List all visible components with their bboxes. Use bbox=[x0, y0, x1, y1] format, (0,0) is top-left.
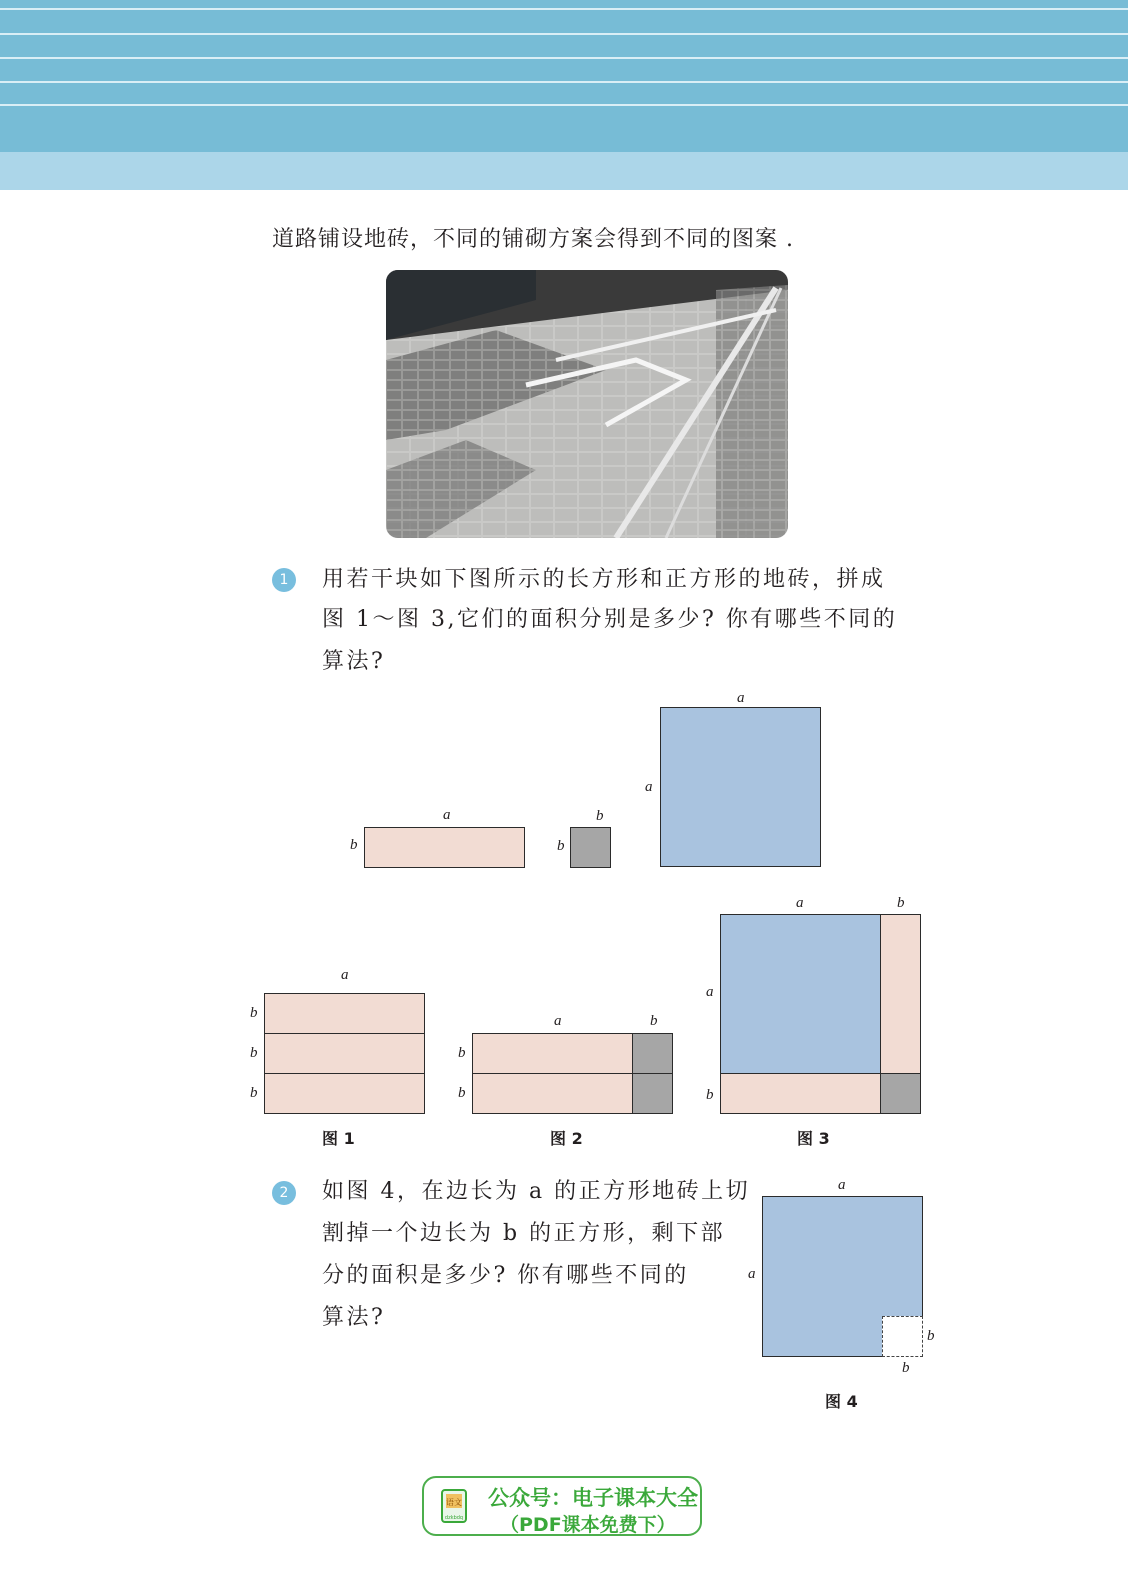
label-a: a bbox=[554, 1013, 562, 1029]
label-a: a bbox=[443, 807, 451, 823]
fig1-tile-1 bbox=[264, 993, 425, 1034]
header-line bbox=[0, 57, 1128, 59]
label-b: b bbox=[650, 1013, 658, 1029]
label-b: b bbox=[350, 837, 358, 853]
label-b: b bbox=[897, 895, 905, 911]
question-2-number: 2 bbox=[272, 1181, 296, 1205]
label-b: b bbox=[458, 1045, 466, 1061]
header-line bbox=[0, 81, 1128, 83]
fig1-tile-2 bbox=[264, 1033, 425, 1074]
label-a: a bbox=[737, 690, 745, 706]
figure-1-caption: 图 1 bbox=[322, 1129, 355, 1148]
question-2-line-3: 分的面积是多少? 你有哪些不同的 bbox=[322, 1263, 689, 1288]
pavement-photo bbox=[386, 270, 788, 538]
figure-2-caption: 图 2 bbox=[550, 1129, 583, 1148]
fig4-cut-square bbox=[882, 1316, 923, 1357]
footer-badge bbox=[422, 1476, 702, 1536]
label-a: a bbox=[838, 1177, 846, 1193]
fig1-tile-3 bbox=[264, 1073, 425, 1114]
label-b: b bbox=[927, 1328, 935, 1344]
label-a: a bbox=[341, 967, 349, 983]
header-band bbox=[0, 0, 1128, 152]
header-strip bbox=[0, 152, 1128, 190]
label-b: b bbox=[250, 1085, 258, 1101]
figure-3-caption: 图 3 bbox=[797, 1129, 830, 1148]
footer-line-2: （PDF课本免费下） bbox=[500, 1514, 676, 1536]
small-square-tile-sample bbox=[570, 827, 611, 868]
header-line bbox=[0, 33, 1128, 35]
figure-4-caption: 图 4 bbox=[825, 1392, 858, 1411]
fig3-vertical-rect bbox=[880, 914, 921, 1074]
header-line bbox=[0, 8, 1128, 10]
book-icon-text: 语文 bbox=[446, 1498, 462, 1507]
book-icon bbox=[438, 1486, 470, 1528]
label-b: b bbox=[706, 1087, 714, 1103]
fig2-square-tile-2 bbox=[632, 1073, 673, 1114]
question-2-line-1: 如图 4，在边长为 a 的正方形地砖上切 bbox=[322, 1179, 751, 1204]
question-1-line-3: 算法? bbox=[322, 649, 386, 674]
label-b: b bbox=[250, 1005, 258, 1021]
label-b: b bbox=[902, 1360, 910, 1376]
fig3-small-square bbox=[880, 1073, 921, 1114]
label-b: b bbox=[596, 808, 604, 824]
question-2-line-4: 算法? bbox=[322, 1305, 386, 1330]
fig2-rect-tile-1 bbox=[472, 1033, 633, 1074]
question-1-line-2: 图 1～图 3,它们的面积分别是多少? 你有哪些不同的 bbox=[322, 607, 898, 632]
label-a: a bbox=[706, 984, 714, 1000]
intro-text: 道路铺设地砖，不同的铺砌方案会得到不同的图案 . bbox=[272, 227, 794, 252]
fig3-horizontal-rect bbox=[720, 1073, 881, 1114]
question-2-line-2: 割掉一个边长为 b 的正方形，剩下部 bbox=[322, 1221, 726, 1246]
question-1-number: 1 bbox=[272, 568, 296, 592]
label-a: a bbox=[796, 895, 804, 911]
book-icon-small-text: dzkbdq bbox=[444, 1515, 464, 1521]
footer-line-1: 公众号：电子课本大全 bbox=[488, 1486, 698, 1510]
label-b: b bbox=[250, 1045, 258, 1061]
label-b: b bbox=[557, 838, 565, 854]
fig2-square-tile-1 bbox=[632, 1033, 673, 1074]
label-a: a bbox=[645, 779, 653, 795]
label-a: a bbox=[748, 1266, 756, 1282]
large-square-tile-sample bbox=[660, 707, 821, 867]
fig2-rect-tile-2 bbox=[472, 1073, 633, 1114]
label-b: b bbox=[458, 1085, 466, 1101]
question-1-line-1: 用若干块如下图所示的长方形和正方形的地砖，拼成 bbox=[322, 567, 886, 592]
header-line bbox=[0, 104, 1128, 106]
rect-tile-sample bbox=[364, 827, 525, 868]
fig3-large-square bbox=[720, 914, 881, 1074]
